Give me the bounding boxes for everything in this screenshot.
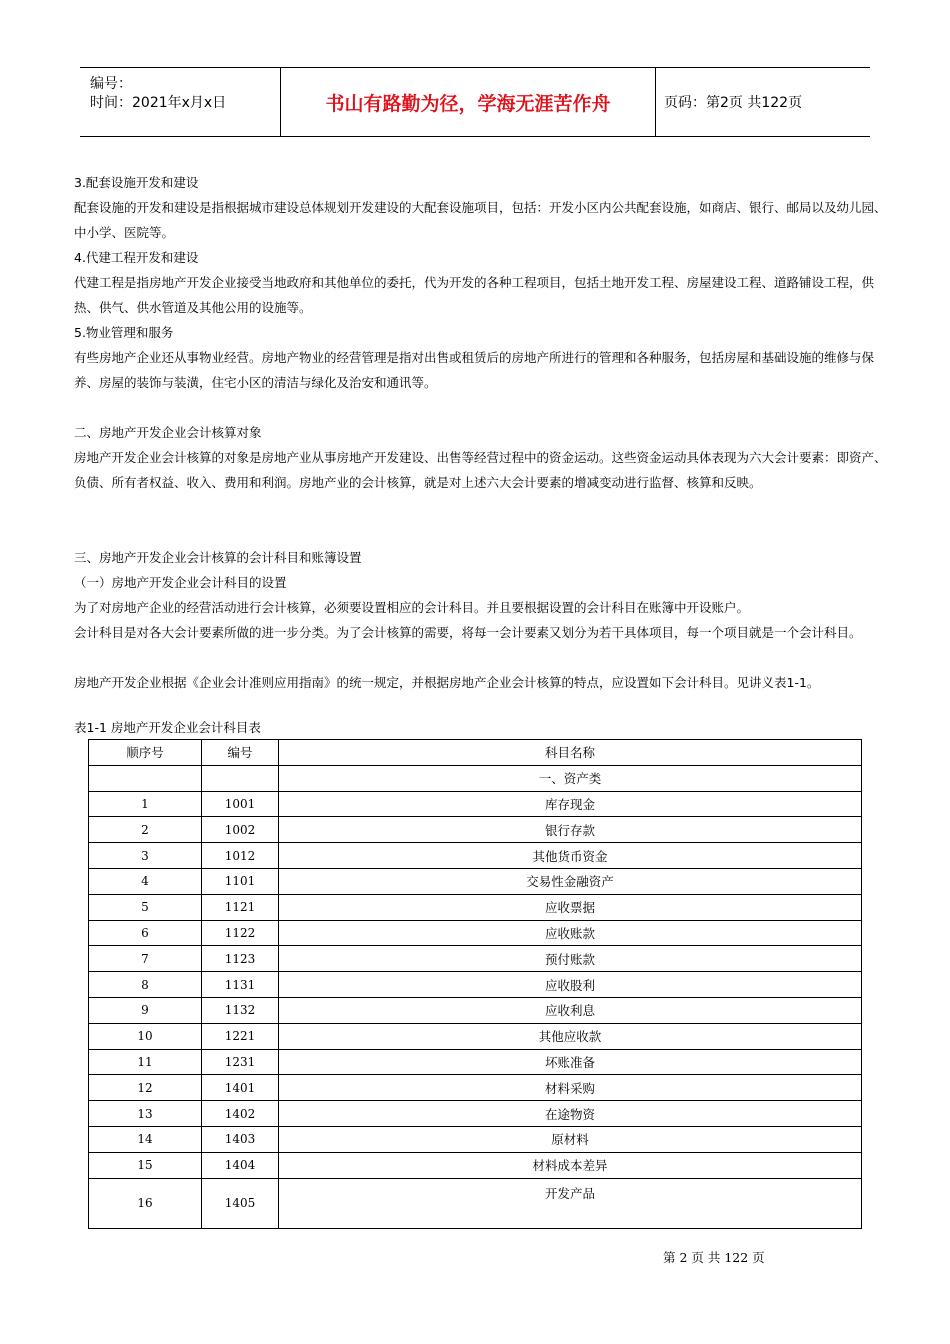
section-3-paragraph: 配套设施的开发和建设是指根据城市建设总体规划开发建设的大配套设施项目，包括：开发小区内公共配套设施，如商店、银行、邮局以及幼儿园、中小学、医院等。	[74, 200, 887, 240]
row-name: 材料成本差异	[279, 1152, 862, 1178]
row-code: 1001	[202, 791, 279, 817]
row-code: 1002	[202, 817, 279, 843]
section-4-title: 4.代建工程开发和建设	[74, 250, 199, 265]
section-2-paragraph: 房地产开发企业会计核算的对象是房地产业从事房地产开发建设、出售等经营过程中的资金运动。这些资金运动具体表现为六大会计要素：即资产、负债、所有者权益、收入、费用和利润。房地产业的会计核算，就是对上述六大会计要素的增减变动进行监督、核算和反映。	[74, 450, 887, 490]
row-code: 1132	[202, 997, 279, 1023]
row-seq: 6	[89, 920, 202, 946]
table-row	[89, 997, 862, 1023]
row-seq: 1	[89, 791, 202, 817]
row-name: 其他货币资金	[279, 843, 862, 869]
group-code-cell	[202, 765, 279, 791]
table-row	[89, 920, 862, 946]
table-row	[89, 791, 862, 817]
row-name: 应收账款	[279, 920, 862, 946]
row-seq: 5	[89, 894, 202, 920]
section-4-paragraph: 代建工程是指房地产开发企业接受当地政府和其他单位的委托，代为开发的各种工程项目，包括土地开发工程、房屋建设工程、道路铺设工程，供热、供气、供水管道及其他公用的设施等。	[74, 275, 875, 315]
table-header-row	[89, 740, 862, 766]
row-name: 银行存款	[279, 817, 862, 843]
row-code: 1101	[202, 868, 279, 894]
section-3-para-2-text: 会计科目是对各大会计要素所做的进一步分类。为了会计核算的需要，将每一会计要素又划分为若干具体项目，每一个项目就是一个会计科目。	[74, 625, 862, 640]
row-seq: 10	[89, 1023, 202, 1049]
table-row	[89, 894, 862, 920]
row-code: 1401	[202, 1075, 279, 1101]
row-name: 其他应收款	[279, 1023, 862, 1049]
section-5-paragraph: 有些房地产企业还从事物业经营。房地产物业的经营管理是指对出售或租赁后的房地产所进行的管理和各种服务，包括房屋和基础设施的维修与保养、房屋的装饰与装潢，住宅小区的清洁与绿化及治安和通讯等。	[74, 350, 875, 390]
row-name: 材料采购	[279, 1075, 862, 1101]
motto: 书山有路勤为径，学海无涯苦作舟	[280, 68, 656, 136]
section-3-para-1	[74, 595, 894, 620]
group-seq-cell	[89, 765, 202, 791]
row-seq: 12	[89, 1075, 202, 1101]
row-name: 坏账准备	[279, 1049, 862, 1075]
header-code: 编号	[202, 740, 279, 766]
date-line: 时间：2021年x月x日	[90, 95, 227, 111]
table-row	[89, 843, 862, 869]
section-3-text	[74, 195, 894, 245]
row-name: 应收股利	[279, 972, 862, 998]
section-5-text	[74, 345, 894, 395]
row-seq: 11	[89, 1049, 202, 1075]
row-code: 1131	[202, 972, 279, 998]
section-2-heading: 二、房地产开发企业会计核算对象	[74, 425, 262, 440]
accounts-table	[88, 739, 862, 1229]
row-seq: 8	[89, 972, 202, 998]
section-3-para-3	[74, 670, 894, 695]
section-3-title: 3.配套设施开发和建设	[74, 175, 199, 190]
row-seq: 7	[89, 946, 202, 972]
row-code: 1405	[202, 1178, 279, 1228]
row-code: 1121	[202, 894, 279, 920]
row-seq: 2	[89, 817, 202, 843]
row-code: 1402	[202, 1101, 279, 1127]
header-left-cell	[80, 68, 280, 136]
row-name: 在途物资	[279, 1101, 862, 1127]
table-row	[89, 1101, 862, 1127]
section-3-subheading: （一）房地产开发企业会计科目的设置	[74, 575, 287, 590]
section-4-text	[74, 270, 894, 320]
table-row	[89, 1075, 862, 1101]
row-seq: 15	[89, 1152, 202, 1178]
row-seq: 14	[89, 1126, 202, 1152]
section-5-title: 5.物业管理和服务	[74, 325, 174, 340]
row-name: 库存现金	[279, 791, 862, 817]
header-seq: 顺序号	[89, 740, 202, 766]
page-header	[80, 67, 870, 137]
section-2-text	[74, 445, 894, 495]
code-label: 编号：	[90, 76, 132, 92]
table-row	[89, 1023, 862, 1049]
page-info: 页码：第2页 共122页	[664, 95, 803, 111]
group-name-cell: 一、资产类	[279, 765, 862, 791]
row-name: 预付账款	[279, 946, 862, 972]
row-code: 1221	[202, 1023, 279, 1049]
header-name: 科目名称	[279, 740, 862, 766]
table-row	[89, 817, 862, 843]
row-seq: 13	[89, 1101, 202, 1127]
row-seq: 4	[89, 868, 202, 894]
section-3-para-2	[74, 620, 894, 645]
table-row	[89, 1178, 862, 1228]
table-row	[89, 1152, 862, 1178]
row-name: 交易性金融资产	[279, 868, 862, 894]
table-row	[89, 1126, 862, 1152]
page-footer: 第 2 页 共 122 页	[663, 1250, 765, 1265]
row-seq: 16	[89, 1178, 202, 1228]
row-code: 1231	[202, 1049, 279, 1075]
table-row	[89, 946, 862, 972]
row-code: 1122	[202, 920, 279, 946]
table-row	[89, 972, 862, 998]
row-code: 1012	[202, 843, 279, 869]
row-code: 1404	[202, 1152, 279, 1178]
section-3-para-3-text: 房地产开发企业根据《企业会计准则应用指南》的统一规定，并根据房地产企业会计核算的特点，应设置如下会计科目。见讲义表1-1。	[74, 675, 820, 690]
section-3-para-1-text: 为了对房地产企业的经营活动进行会计核算，必须要设置相应的会计科目。并且要根据设置的会计科目在账簿中开设账户。	[74, 600, 750, 615]
section-3-heading: 三、房地产开发企业会计核算的会计科目和账簿设置	[74, 550, 362, 565]
row-code: 1123	[202, 946, 279, 972]
row-code: 1403	[202, 1126, 279, 1152]
table-caption: 表1-1 房地产开发企业会计科目表	[74, 720, 261, 735]
table-row	[89, 1049, 862, 1075]
row-name: 应收票据	[279, 894, 862, 920]
table-row	[89, 868, 862, 894]
table-group-row	[89, 765, 862, 791]
row-name: 开发产品	[279, 1178, 862, 1228]
row-seq: 3	[89, 843, 202, 869]
row-name: 原材料	[279, 1126, 862, 1152]
row-seq: 9	[89, 997, 202, 1023]
row-name: 应收利息	[279, 997, 862, 1023]
